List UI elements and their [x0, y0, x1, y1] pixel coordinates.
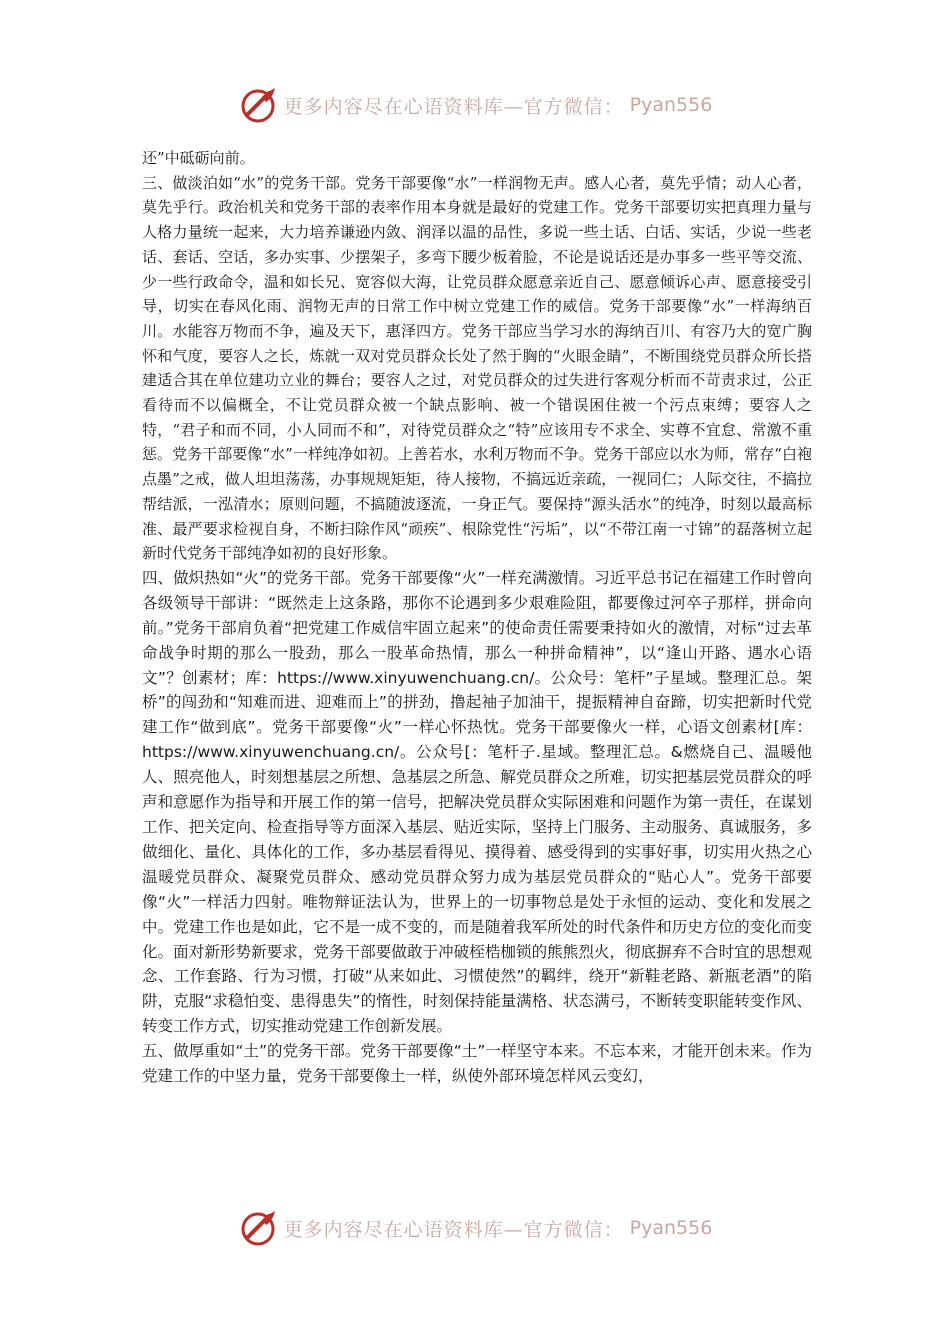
banner-wechat-id: Pyan556: [629, 1217, 713, 1239]
quill-seal-logo-icon: [238, 85, 278, 125]
footer-banner: [0, 1203, 950, 1253]
paragraph-section-water: 三、做淡泊如“水”的党务干部。党务干部要像“水”一样润物无声。感人心者，莫先乎情；动人心者，莫先乎行。政治机关和党务干部的表率作用本身就是最好的党建工作。党务干部要切实把真理力量与人格力量统一起来，大力培养谦逊内敛、润泽以温的品性，多说一些土话、白话、实话，少说一些老话、套话、空话，多办实事、少摆架子，多弯下腰少板着脸，不论是说话还是办事多一些平等交流、少一些行政命令，温和如长兄、宽容似大海，让党员群众愿意亲近自己、愿意倾诉心声、愿意接受引导，切实在春风化雨、润物无声的日常工作中树立党建工作的威信。党务干部要像“水”一样海纳百川。水能容万物而不争，遍及天下，惠泽四方。党务干部应当学习水的海纳百川、有容乃大的宽广胸怀和气度，要容人之长，炼就一双对党员群众长处了然于胸的“火眼金睛”，不断围绕党员群众所长搭建适合其在单位建功立业的舞台；要容人之过，对党员群众的过失进行客观分析而不苛责求过，公正看待而不以偏概全，不让党员群众被一个缺点影响、被一个错误困住被一个污点束缚；要容人之特，“君子和而不同，小人同而不和”，对待党员群众之“特”应该用专不求全、实尊不宜怠、常激不重惩。党务干部要像“水”一样纯净如初。上善若水，水利万物而不争。党务干部应以水为师，常存“白袍点墨”之戒，做人坦坦荡荡，办事规规矩矩，待人接物，不搞远近亲疏，一视同仁；人际交往，不搞拉帮结派，一泓清水；原则问题，不搞随波逐流，一身正气。要保持“源头活水”的纯净，时刻以最高标准、最严要求检视自身，不断扫除作风“顽疾”、根除党性“污垢”，以“不带江南一寸锦”的磊落树立起新时代党务干部纯净如初的良好形象。: [142, 173, 812, 563]
document-body: [142, 146, 812, 1089]
paragraph-section-fire: 四、做炽热如“火”的党务干部。党务干部要像“火”一样充满激情。习近平总书记在福建工作时曾向各级领导干部讲：“既然走上这条路，那你不论遇到多少艰难险阻，都要像过河卒子那样，拼命向前。”党务干部肩负着“把党建工作威信牢固立起来”的使命责任需要秉持如火的激情，对标“过去革命战争时期的那么一股劲，那么一股革命热情，那么一种拼命精神”，以“逢山开路、遇水心语文”？创素材；库：https://www.xinyuwenchuang.cn/。公众号：笔杆”子星域。整理汇总。架桥”的闯劲和“知难而进、迎难而上”的拼劲，撸起袖子加油干，提振精神自奋蹄，切实把新时代党建工作“做到底”。党务干部要像“火”一样心怀热忱。党务干部要像火一样，心语文创素材[库：https://www.xinyuwenchuang.cn/。公众号[：笔杆子.星域。整理汇总。&燃烧自己、温暖他人、照亮他人，时刻想基层之所想、急基层之所急、解党员群众之所难，切实把基层党员群众的呼声和意愿作为指导和开展工作的第一信号，把解决党员群众实际困难和问题作为第一责任，在谋划工作、把关定向、检查指导等方面深入基层、贴近实际，坚持上门服务、主动服务、真诚服务，多做细化、量化、具体化的工作，多办基层看得见、摸得着、感受得到的实事好事，切实用火热之心温暖党员群众、凝聚党员群众、感动党员群众努力成为基层党员群众的“贴心人”。党务干部要像“火”一样活力四射。唯物辩证法认为，世界上的一切事物总是处于永恒的运动、变化和发展之中。党建工作也是如此，它不是一成不变的，而是随着我军所处的时代条件和历史方位的变化而变化。面对新形势新要求，党务干部要做敢于冲破桎梏枷锁的熊熊烈火，彻底摒弃不合时宜的思想观念、工作套路、行为习惯，打破“从来如此、习惯使然”的羁绊，绕开“新鞋老路、新瓶老酒”的陷阱，克服“求稳怕变、患得患失”的惰性，时刻保持能量满格、状态满弓，不断转变职能转变作风、转变工作方式，切实推动党建工作创新发展。: [142, 568, 812, 1036]
paragraph-continuation: 还”中砥砺向前。: [142, 149, 255, 167]
quill-seal-logo-icon: [238, 1208, 278, 1248]
header-banner: [0, 80, 950, 130]
banner-wechat-id: Pyan556: [629, 94, 713, 116]
banner-slogan: 更多内容尽在心语资料库—官方微信：: [283, 1218, 624, 1241]
paragraph-section-earth: 五、做厚重如“土”的党务干部。党务干部要像“土”一样坚守本来。不忘本来，才能开创未来。作为党建工作的中坚力量，党务干部要像土一样，纵使外部环境怎样风云变幻，: [142, 1042, 812, 1086]
banner-slogan: 更多内容尽在心语资料库—官方微信：: [283, 95, 624, 118]
